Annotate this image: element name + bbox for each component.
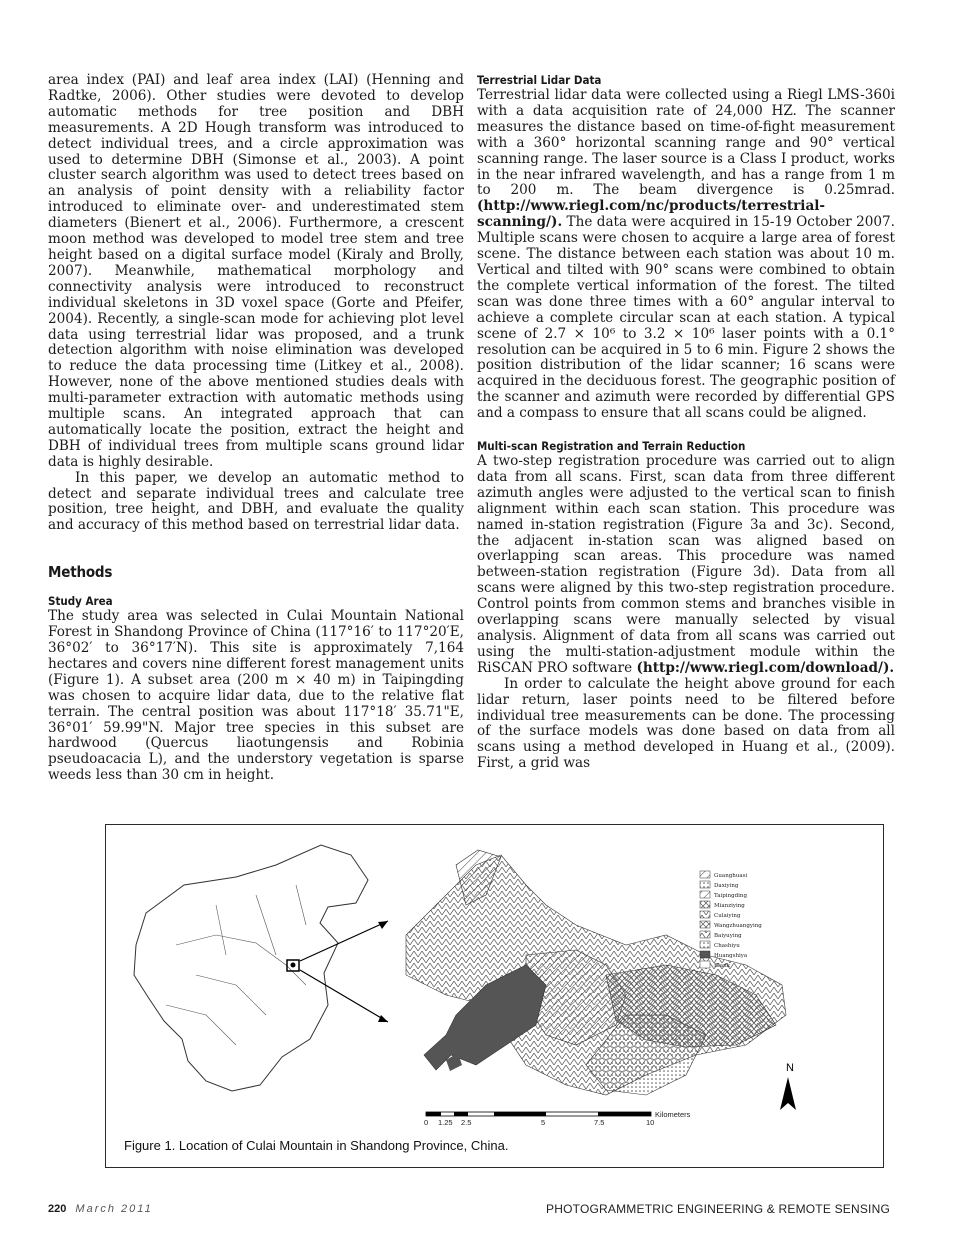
- paragraph-lidar-a: [477, 88, 895, 422]
- figure-caption: Figure 1. Location of Culai Mountain in Shandong Province, China.: [124, 1138, 509, 1153]
- svg-text:N: N: [786, 1062, 794, 1074]
- paragraph-related-work: area index (PAI) and leaf area index (LAI) (Henning and Radtke, 2006). Other studies were devoted to develop automatic methods for tree position and DBH measurements. A 2D Hough transform was introduced to detect individual trees, and a circle approximation was used to determine DBH (Simonse et al., 2003). A point cluster search algorithm was used to detect trees based on an analysis of point density with a reliability factor introduced to eliminate over- and underestimated stem diameters (Bienert et al., 2006). Furthermore, a crescent moon method was developed to model tree stem and tree height based on a digital surface model (Kiraly and Brolly, 2007). Meanwhile, mathematical morphology and connectivity analysis were introduced to reconstruct individual skeletons in 3D voxel space (Gorte and Pfeifer, 2004). Recently, a single-scan mode for achieving plot level data using terrestrial lidar was proposed, and a trunk detection algorithm with noise elimination was developed to reduce the data processing time (Litkey et al., 2008). However, none of the above mentioned studies deals with multi-parameter extraction with automatic methods using multiple scans. An integrated approach that can automatically locate the position, extract the height and DBH of individual trees from multiple scans ground lidar data is highly desirable.: [48, 72, 464, 470]
- legend-label: Daxiying: [714, 883, 739, 889]
- svg-text:1.25: 1.25: [438, 1118, 453, 1125]
- legend-label: Baiyuying: [714, 933, 742, 939]
- paragraph-intro: In this paper, we develop an automatic method to detect and separate individual trees and calculate tree position, tree height, and DBH, and evaluate the quality and accuracy of this method based on terrestrial lidar data.: [48, 469, 464, 534]
- legend-label: Huangshiya: [714, 953, 748, 959]
- legend-label: Chashiyu: [714, 943, 740, 949]
- legend-label: Taipingding: [714, 893, 747, 899]
- subsection-heading-study-area: Study Area: [48, 594, 113, 609]
- svg-text:10: 10: [646, 1118, 655, 1125]
- left-column: [48, 73, 464, 784]
- scale-bar: [424, 1110, 691, 1125]
- svg-text:2.5: 2.5: [461, 1118, 472, 1125]
- north-arrow-icon: [780, 1062, 796, 1110]
- svg-text:0: 0: [424, 1118, 429, 1125]
- figure-1: [105, 824, 884, 1168]
- paragraph-study-area: The study area was selected in Culai Mountain National Forest in Shandong Province of China (117°16′ to 117°20′E, 36°02′ to 36°17′N). This site is approximately 7,164 hectares and covers nine different forest management units (Figure 1). A subset area (200 m × 40 m) in Taipingding was chosen to acquire lidar data, due to the relative flat terrain. The central position was about 117°18′ 35.71"E, 36°01′ 59.99"N. Major tree species in this subset are hardwood (Quercus liaotungensis and Robinia pseudoacacia L), and the understory vegetation is sparse weeds less than 30 cm in height.: [48, 608, 464, 784]
- svg-text:5: 5: [541, 1118, 546, 1125]
- legend-label: Culaiying: [714, 913, 741, 919]
- legend-label: Wangzhuangying: [714, 923, 762, 929]
- riegl-download-link[interactable]: (http://www.riegl.com/download/).: [636, 659, 895, 676]
- registration-text: A two-step registration procedure was carried out to align data from all scans. First, scan data from three different azimuth angles were adjusted to the vertical scan to finish alignment within each scan station. This procedure was named in-station registration (Figure 3a and 3c). Second, the adjacent in-station scan was aligned based on overlapping scan areas. This procedure was named between-station registration (Figure 3d). Data from all scans were aligned by this two-step registration procedure. Control points from common stems and branches visible in overlapping scans were manually selected by visual analysis. Alignment of data from all scans was carried out using the multi-station-adjustment module within the RiSCAN PRO software: [477, 453, 895, 676]
- footer-left: [48, 1203, 153, 1215]
- page-number: 220: [48, 1203, 67, 1215]
- legend-label: Mianziying: [714, 903, 745, 909]
- svg-text:7.5: 7.5: [594, 1118, 605, 1125]
- svg-text:Kilometers: Kilometers: [655, 1110, 691, 1119]
- legend-label: Blank: [714, 963, 730, 969]
- subsection-heading-terrestrial-lidar: Terrestrial Lidar Data: [477, 73, 602, 87]
- map-legend: [700, 871, 762, 969]
- issue-date: March 2011: [75, 1203, 153, 1215]
- figure-1-map: [106, 825, 883, 1125]
- lidar-text-b: The data were acquired in 15-19 October 2007. Multiple scans were chosen to acquire a large area of forest scene. The distance between each station was about 10 m. Vertical and tilted with 90° scans were combined to obtain the complete vertical information of the forest. The tilted scan was done three times with a 60° angular interval to achieve a complete circular scan at each station. A typical scene of 2.7 × 10⁶ to 3.2 × 10⁶ laser points with a 0.1° resolution can be acquired in 5 to 6 min. Figure 2 shows the position distribution of the lidar scanner; 16 scans were acquired in the deciduous forest. The geographic position of the scanner and azimuth were recorded by differential GPS and a compass to ensure that all scans could be aligned.: [477, 214, 895, 422]
- journal-name: PHOTOGRAMMETRIC ENGINEERING & REMOTE SENSING: [546, 1202, 890, 1216]
- right-column: [477, 73, 895, 772]
- subsection-heading-registration: Multi-scan Registration and Terrain Reduction: [477, 439, 746, 454]
- paragraph-registration: [477, 454, 895, 677]
- legend-label: Guanghuasi: [714, 873, 748, 879]
- lidar-text-a: Terrestrial lidar data were collected using a Riegl LMS-360i with a data acquisition rate of 24,000 HZ. The scanner measures the distance based on time-of-fight measurement with a 360° horizontal scanning range and 90° vertical scanning range. The laser source is a Class I product, works in the near infrared wavelength, and has a range from 1 m to 200 m. The beam divergence is 0.25mrad.: [477, 87, 895, 199]
- section-heading-methods: Methods: [48, 563, 113, 582]
- riegl-products-link[interactable]: (http://www.riegl.com/nc/products/terrestrial-scanning/).: [477, 198, 826, 231]
- china-map: [134, 845, 368, 1091]
- paragraph-terrain: In order to calculate the height above ground for each lidar return, laser points need to be filtered before individual tree measurements can be done. The processing of the surface models was done based on data from all scans using a method developed in Huang et al., (2009). First, a grid was: [477, 675, 895, 772]
